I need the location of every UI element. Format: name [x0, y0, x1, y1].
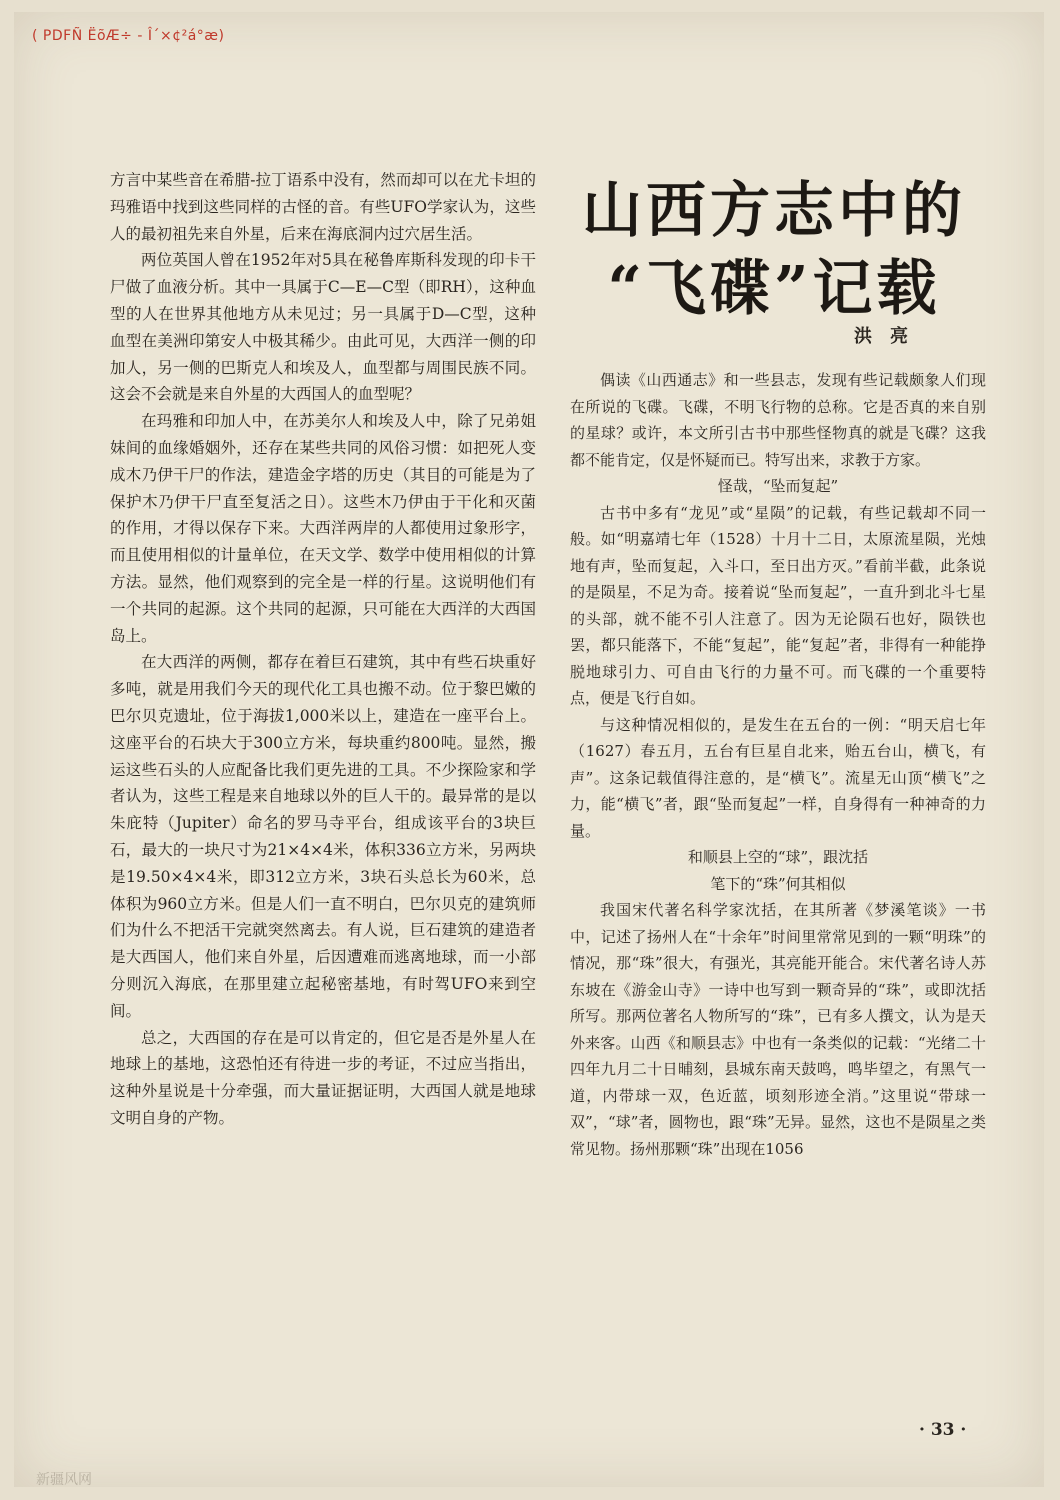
left-paragraph-1: 方言中某些音在希腊-拉丁语系中没有，然而却可以在尤卡坦的玛雅语中找到这些同样的古怪的音。有些UFO学家认为，这些人的最初祖先来自外星，后来在海底洞内过穴居生活。 — [110, 171, 536, 243]
page-number: · 33 · — [919, 1420, 967, 1440]
pdf-watermark: ( PDFÑ ËõÆ÷ - Î´×¢²á°æ) — [32, 28, 225, 44]
title-line-2: “飞碟”记载 — [607, 254, 941, 324]
right-column — [570, 367, 986, 1162]
title-line-1: 山西方志中的 — [582, 176, 966, 246]
left-paragraph-5: 总之，大西国的存在是可以肯定的，但它是否是外星人在地球上的基地，这恐怕还有待进一步的考证，不过应当指出，这种外星说是十分牵强，而大量证据证明，大西国人就是地球文明自身的产物。 — [110, 1028, 536, 1127]
left-paragraph-4: 在大西洋的两侧，都存在着巨石建筑，其中有些石块重好多吨，就是用我们今天的现代化工具也搬不动。位于黎巴嫩的巴尔贝克遗址，位于海拔1,000米以上，建造在一座平台上。这座平台的石块大于300立方米，每块重约800吨。显然，搬运这些石头的人应配备比我们更先进的工具。不少探险家和学者认为，这些工程是来自地球以外的巨人干的。最异常的是以朱庇特（Jupiter）命名的罗马寺平台，组成该平台的3块巨石，最大的一块尺寸为21×4×4米，体积336立方米，另两块是19.50×4×4米，即312立方米，3块石头总长为60米，总体积为960立方米。但是人们一直不明白，巴尔贝克的建筑师们为什么不把活干完就突然离去。有人说，巨石建筑的建造者是大西国人，他们来自外星，后因遭难而逃离地球，而一小部分则沉入海底，在那里建立起秘密基地，有时驾UFO来到空间。 — [110, 653, 536, 1020]
footer-watermark: 新疆风网 — [36, 1472, 92, 1488]
article-author: 洪亮 — [854, 326, 926, 347]
scanned-page — [14, 12, 1044, 1487]
section-heading-2a: 和顺县上空的“球”，跟沈括 — [687, 848, 869, 866]
intro-paragraph: 偶读《山西通志》和一些县志，发现有些记载颇象人们现在所说的飞碟。飞碟，不明飞行物的总称。它是否真的来自别的星球？或许，本文所引古书中那些怪物真的就是飞碟？这我都不能肯定，仅是怀疑而已。特写出来，求教于方家。 — [570, 371, 986, 469]
section-heading-1: 怪哉，“坠而复起” — [717, 477, 839, 495]
section-heading-2b: 笔下的“珠”何其相似 — [710, 874, 846, 893]
left-paragraph-2: 两位英国人曾在1952年对5具在秘鲁库斯科发现的印卡干尸做了血液分析。其中一具属于C—E—C型（即RH），这种血型的人在世界其他地方从未见过；另一具属于D—C型，这种血型在美洲印第安人中极其稀少。由此可见，大西洋一侧的印加人，另一侧的巴斯克人和埃及人，血型都与周围民族不同。这会不会就是来自外星的大西国人的血型呢？ — [110, 251, 536, 404]
left-paragraph-3: 在玛雅和印加人中，在苏美尔人和埃及人中，除了兄弟姐妹间的血缘婚姻外，还存在某些共同的风俗习惯：如把死人变成木乃伊干尸的作法，建造金字塔的历史（其目的可能是为了保护木乃伊干尸直至复活之日）。这些木乃伊由于干化和灭菌的作用，才得以保存下来。大西洋两岸的人都使用过象形字，而且使用相似的计量单位，在天文学、数学中使用相似的计算方法。显然，他们观察到的完全是一样的行星。这说明他们有一个共同的起源。这个共同的起源，只可能在大西洋的大西国岛上。 — [110, 412, 536, 645]
article-title — [574, 172, 974, 328]
section2-paragraph-1: 我国宋代著名科学家沈括，在其所著《梦溪笔谈》一书中，记述了扬州人在“十余年”时间里常常见到的一颗“明珠”的情况，那“珠”很大，有强光，其亮能开能合。宋代著名诗人苏东坡在《游金山寺》一诗中也写到一颗奇异的“珠”，或即沈括所写。那两位著名人物所写的“珠”，已有多人撰文，认为是天外来客。山西《和顺县志》中也有一条类似的记载：“光绪二十四年九月二十日晡刻，县城东南天鼓鸣，鸣毕望之，有黑气一道，内带球一双，色近蓝，顷刻形迹全消。”这里说“带球一双”，“球”者，圆物也，跟“珠”无异。显然，这也不是陨星之类常见物。扬州那颗“珠”出现在1056 — [570, 901, 986, 1158]
section1-paragraph-1: 古书中多有“龙见”或“星陨”的记载，有些记载却不同一般。如“明嘉靖七年（1528）十月十二日，太原流星陨，光烛地有声，坠而复起，入斗口，至日出方灭。”看前半截，此条说的是陨星，不足为奇。接着说“坠而复起”，一直升到北斗七星的头部，就不能不引人注意了。因为无论陨石也好，陨铁也罢，都只能落下，不能“复起”，能“复起”者，非得有一种能挣脱地球引力、可自由飞行的力量不可。而飞碟的一个重要特点，便是飞行自如。 — [570, 503, 986, 707]
left-column — [110, 167, 536, 1132]
section1-paragraph-2: 与这种情况相似的，是发生在五台的一例：“明天启七年（1627）春五月，五台有巨星自北来，贻五台山，横飞，有声”。这条记载值得注意的，是“横飞”。流星无山顶“横飞”之力，能“横飞”者，跟“坠而复起”一样，自身得有一种神奇的力量。 — [570, 715, 986, 840]
